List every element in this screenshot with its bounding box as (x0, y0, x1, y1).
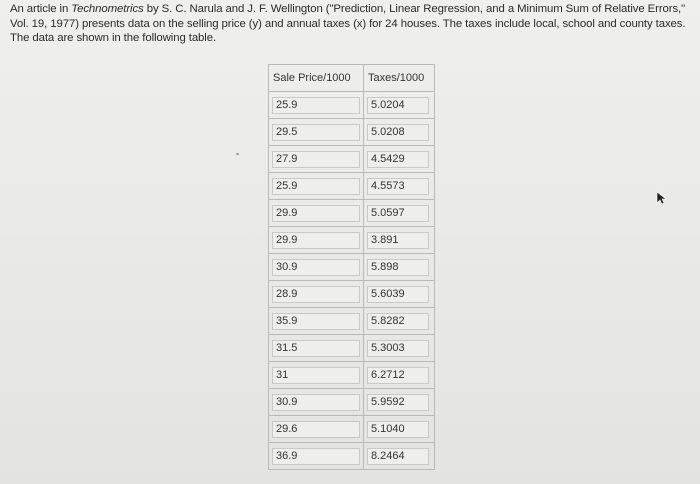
intro-line-3: The data are shown in the following table. (10, 32, 217, 44)
sale-price-cell (269, 389, 364, 416)
taxes-cell (364, 173, 435, 200)
table-row (269, 173, 435, 200)
table-row (269, 281, 435, 308)
intro-paragraph (10, 2, 695, 46)
table-body (269, 92, 435, 470)
sale-price-cell (269, 443, 364, 470)
table-row (269, 200, 435, 227)
table-row (269, 335, 435, 362)
taxes-value: 4.5573 (367, 178, 429, 195)
taxes-value: 5.0597 (367, 205, 429, 222)
sale-price-cell (269, 200, 364, 227)
taxes-cell (364, 416, 435, 443)
sale-price-cell (269, 254, 364, 281)
table-row (269, 254, 435, 281)
data-table (268, 64, 435, 470)
taxes-value: 5.9592 (367, 394, 429, 411)
paper-speck (236, 153, 239, 155)
intro-line-2: Vol. 19, 1977) presents data on the selling price (y) and annual taxes (x) for 24 houses. The taxes include local, school and county taxes. (10, 17, 686, 30)
sale-price-cell (269, 119, 364, 146)
sale-price-value: 29.6 (272, 421, 360, 438)
header-taxes: Taxes/1000 (364, 65, 435, 92)
taxes-value: 4.5429 (367, 151, 429, 168)
taxes-value: 5.8282 (367, 313, 429, 330)
sale-price-value: 29.9 (272, 232, 360, 249)
sale-price-cell (269, 281, 364, 308)
header-sale-price: Sale Price/1000 (269, 65, 364, 92)
sale-price-value: 36.9 (272, 448, 360, 465)
sale-price-value: 25.9 (272, 97, 360, 114)
sale-price-cell (269, 416, 364, 443)
taxes-cell (364, 146, 435, 173)
taxes-value: 6.2712 (367, 367, 429, 384)
sale-price-value: 25.9 (272, 178, 360, 195)
sale-price-value: 27.9 (272, 151, 360, 168)
taxes-value: 8.2464 (367, 448, 429, 465)
taxes-cell (364, 92, 435, 119)
taxes-cell (364, 200, 435, 227)
intro-line-1-end: by S. C. Narula and J. F. Wellington ("Prediction, Linear Regression, and a Minimum Sum of Relative Errors," (143, 3, 686, 15)
taxes-cell (364, 119, 435, 146)
taxes-value: 5.6039 (367, 286, 429, 303)
taxes-cell (364, 389, 435, 416)
sale-price-value: 29.9 (272, 205, 360, 222)
journal-name: Technometrics (71, 3, 144, 15)
taxes-value: 5.0208 (367, 124, 429, 141)
table-row (269, 308, 435, 335)
taxes-cell (364, 281, 435, 308)
table-row (269, 119, 435, 146)
table-row (269, 362, 435, 389)
sale-price-cell (269, 227, 364, 254)
sale-price-value: 31.5 (272, 340, 360, 357)
sale-price-value: 30.9 (272, 394, 360, 411)
taxes-cell (364, 308, 435, 335)
table-row (269, 227, 435, 254)
sale-price-cell (269, 173, 364, 200)
intro-line-1-start: An article in (10, 3, 72, 15)
taxes-cell (364, 362, 435, 389)
taxes-value: 5.0204 (367, 97, 429, 114)
table-row (269, 146, 435, 173)
sale-price-value: 29.5 (272, 124, 360, 141)
taxes-value: 5.3003 (367, 340, 429, 357)
sale-price-value: 35.9 (272, 313, 360, 330)
mouse-pointer-icon (656, 191, 666, 205)
intro-line-1 (10, 2, 695, 17)
taxes-cell (364, 335, 435, 362)
taxes-cell (364, 254, 435, 281)
sale-price-cell (269, 92, 364, 119)
taxes-cell (364, 227, 435, 254)
taxes-value: 3.891 (367, 232, 429, 249)
sale-price-cell (269, 308, 364, 335)
table-row (269, 389, 435, 416)
sale-price-cell (269, 335, 364, 362)
table-row (269, 443, 435, 470)
sale-price-value: 28.9 (272, 286, 360, 303)
sale-price-value: 30.9 (272, 259, 360, 276)
sale-price-cell (269, 362, 364, 389)
sale-price-cell (269, 146, 364, 173)
taxes-cell (364, 443, 435, 470)
taxes-value: 5.1040 (367, 421, 429, 438)
table-row (269, 416, 435, 443)
table-row (269, 92, 435, 119)
sale-price-value: 31 (272, 367, 360, 384)
table-header-row (269, 65, 435, 92)
taxes-value: 5.898 (367, 259, 429, 276)
